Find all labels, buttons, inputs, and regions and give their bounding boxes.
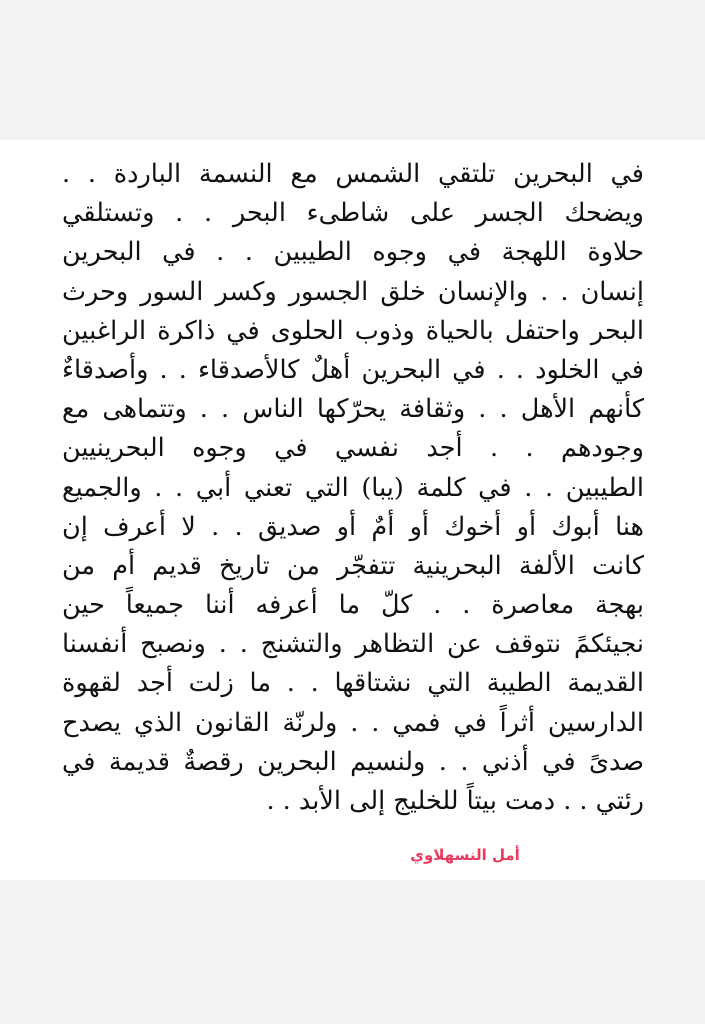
text-line: ويضحك الجسر على شاطىء البحر . . وتستلقي [62,198,644,229]
text-line: حلاوة اللهجة في وجوه الطيبين . . في البحرين [62,237,644,268]
text-line: البحر واحتفل بالحياة وذوب الحلوى في ذاكرة الراغبين [62,315,644,346]
prose-paragraph [62,155,644,821]
author-signature: أمل النسهلاوي [410,846,520,864]
text-line: نجيئكمً نتوقف عن التظاهر والتشنج . . ونصبح أنفسنا [62,629,644,660]
text-line: القديمة الطيبة التي نشتاقها . . ما زلت أجد لقهوة [62,668,644,699]
text-line: إنسان . . والإنسان خلق الجسور وكسر السور وحرث [62,276,644,307]
text-line: كأنهم الأهل . . وثقافة يحرّكها الناس . . وتتماهى مع [62,394,644,425]
text-line: الطيبين . . في كلمة (يبا) التي تعني أبي . . والجميع [62,472,644,503]
text-line: صدىً في أذني . . ولنسيم البحرين رقصةٌ قديمة في [62,746,644,777]
bottom-margin-band [0,880,705,1024]
text-line: في البحرين تلتقي الشمس مع النسمة الباردة . . [62,159,644,189]
top-margin-band [0,0,705,140]
text-line: رئتي . . دمت بيتاً للخليج إلى الأبد . . [266,786,644,816]
text-line: بهجة معاصرة . . كلّ ما أعرفه أننا جميعاً حين [62,590,644,621]
text-line: هنا أبوك أو أخوك أو أمٌ أو صديق . . لا أعرف إن [62,511,644,542]
text-line: وجودهم . . أجد نفسي في وجوه البحرينيين [62,433,644,464]
text-line: في الخلود . . في البحرين أهلٌ كالأصدقاء . . وأصدقاءٌ [62,354,644,385]
text-line: كانت الألفة البحرينية تتفجّر من تاريخ قديم أم من [62,550,644,581]
text-line: الدارسين أثراً في فمي . . ولرنّة القانون الذي يصدح [62,707,644,738]
